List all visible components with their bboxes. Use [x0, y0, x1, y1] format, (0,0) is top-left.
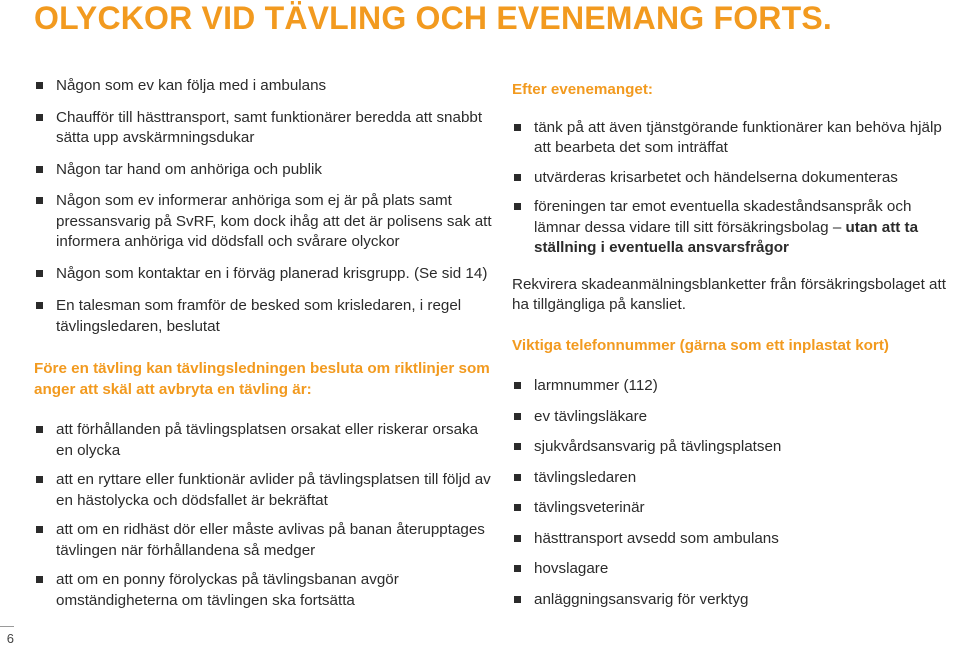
- list-item: En talesman som framför de besked som krisledaren, i regel tävlingsledaren, beslutat: [34, 296, 494, 337]
- list-item: föreningen tar emot eventuella skadeståndsanspråk och lämnar dessa vidare till sitt försäkringsbolag – utan att ta ställning i eventuella ansvarsfrågor: [512, 197, 952, 259]
- reason-list: [34, 420, 494, 611]
- list-item: anläggningsansvarig för verktyg: [512, 590, 952, 611]
- bullet-icon: [514, 596, 521, 603]
- list-item: hovslagare: [512, 559, 952, 580]
- paragraph: Rekvirera skadeanmälningsblanketter från försäkringsbolaget att ha tillgängliga på kansliet.: [512, 275, 946, 313]
- bullet-icon: [514, 203, 521, 210]
- list-item: hästtransport avsedd som ambulans: [512, 529, 952, 550]
- bullet-icon: [514, 535, 521, 542]
- list-item: utvärderas krisarbetet och händelserna dokumenteras: [512, 168, 952, 189]
- role-list: [34, 76, 494, 337]
- section-heading: Före en tävling kan tävlingsledningen besluta om riktlinjer som anger att skäl att avbryta en tävling är:: [34, 360, 490, 398]
- list-item: tävlingsveterinär: [512, 498, 952, 519]
- list-item: att förhållanden på tävlingsplatsen orsakat eller riskerar orsaka en olycka: [34, 420, 494, 461]
- right-column: [512, 80, 952, 610]
- bullet-icon: [36, 82, 43, 89]
- bullet-icon: [514, 174, 521, 181]
- bullet-icon: [514, 443, 521, 450]
- bullet-icon: [36, 166, 43, 173]
- page-title: OLYCKOR VID TÄVLING OCH EVENEMANG FORTS.: [34, 0, 832, 36]
- bullet-icon: [36, 476, 43, 483]
- list-item: Någon tar hand om anhöriga och publik: [34, 160, 494, 181]
- section-heading: Efter evenemanget:: [512, 81, 653, 98]
- list-item: Någon som ev kan följa med i ambulans: [34, 76, 494, 97]
- bullet-icon: [514, 382, 521, 389]
- bullet-icon: [514, 413, 521, 420]
- bullet-icon: [36, 302, 43, 309]
- bullet-icon: [36, 576, 43, 583]
- list-item: larmnummer (112): [512, 376, 952, 397]
- bullet-icon: [36, 270, 43, 277]
- list-item: att om en ridhäst dör eller måste avlivas på banan återupptages tävlingen när förhållandena så medger: [34, 520, 494, 561]
- section-heading: Viktiga telefonnummer (gärna som ett inplastat kort): [512, 336, 889, 354]
- list-item: tävlingsledaren: [512, 468, 952, 489]
- emphasis-text: utan att ta ställning i eventuella ansvarsfrågor: [534, 218, 919, 256]
- page-number: 6: [0, 626, 14, 650]
- list-item: att om en ponny förolyckas på tävlingsbanan avgör omständigheterna om tävlingen ska fortsätta: [34, 570, 494, 611]
- list-item: Någon som ev informerar anhöriga som ej är på plats samt pressansvarig på SvRF, kom dock ihåg att det är polisens sak att informera anhöriga vid dödsfall och svårare olyckor: [34, 191, 494, 253]
- bullet-icon: [36, 197, 43, 204]
- list-item: tänk på att även tjänstgörande funktionärer kan behöva hjälp att bearbeta det som inträffat: [512, 118, 952, 159]
- after-list: [512, 118, 952, 259]
- bullet-icon: [36, 526, 43, 533]
- bullet-icon: [514, 504, 521, 511]
- left-column: [34, 76, 494, 611]
- bullet-icon: [514, 124, 521, 131]
- list-item: ev tävlingsläkare: [512, 407, 952, 428]
- list-item: att en ryttare eller funktionär avlider på tävlingsplatsen till följd av en hästolycka och dödsfallet är bekräftat: [34, 470, 494, 511]
- phone-list: [512, 376, 952, 610]
- list-item: sjukvårdsansvarig på tävlingsplatsen: [512, 437, 952, 458]
- list-item: Chaufför till hästtransport, samt funktionärer beredda att snabbt sätta upp avskärmningsdukar: [34, 108, 494, 149]
- list-item: Någon som kontaktar en i förväg planerad krisgrupp. (Se sid 14): [34, 264, 494, 285]
- bullet-icon: [514, 565, 521, 572]
- bullet-icon: [514, 474, 521, 481]
- bullet-icon: [36, 426, 43, 433]
- bullet-icon: [36, 114, 43, 121]
